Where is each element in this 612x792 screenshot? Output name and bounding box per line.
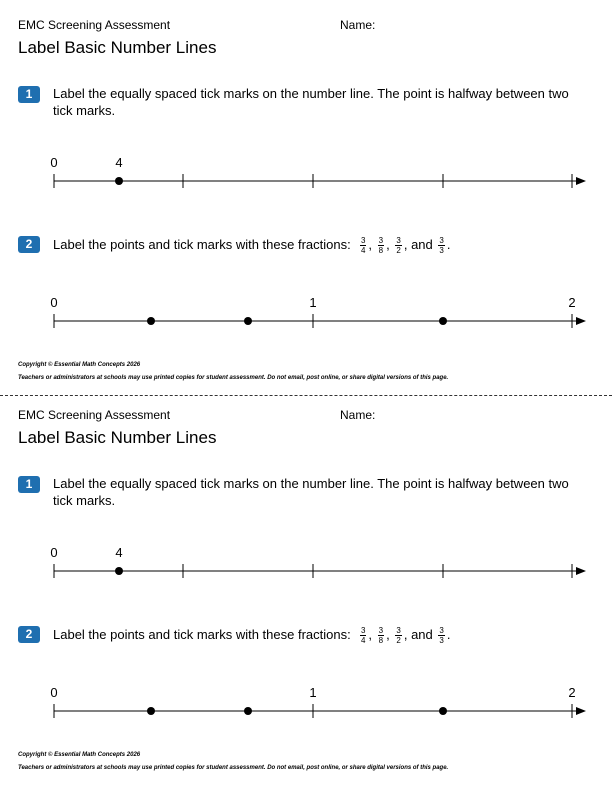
- fraction-3-8: $\frac{3}{8}$: [378, 626, 384, 646]
- number-line-2-label-2: 2: [568, 685, 576, 700]
- number-line-1-label-4: 4: [115, 545, 123, 560]
- number-line-2-point: [147, 317, 155, 325]
- question-1-text: Label the equally spaced tick marks on the number line. The point is halfway between two tick marks.: [53, 476, 569, 508]
- number-line-2-arrow: [576, 707, 586, 715]
- and-word: and: [411, 627, 433, 642]
- question-2-text: Label the points and tick marks with these fractions: $\frac{3}{4}$ , $\frac{3}{8}$ , $\frac{3}{2}$ , and $\frac{3}{3}$ .: [53, 236, 451, 256]
- number-line-1-arrow: [576, 177, 586, 185]
- assessment-page-bottom: [0, 390, 612, 780]
- copyright: Copyright © Essential Math Concepts 2026: [18, 752, 141, 758]
- number-line-2-arrow: [576, 317, 586, 325]
- assessment-page-top: [0, 0, 612, 390]
- assessment-name: EMC Screening Assessment: [18, 408, 171, 422]
- fraction-3-8: $\frac{3}{8}$: [378, 236, 384, 256]
- number-line-2-point: [244, 317, 252, 325]
- question-2-badge: 2: [18, 626, 40, 643]
- fraction-3-3: $\frac{3}{3}$: [439, 626, 444, 646]
- fraction-3-4: $\frac{3}{4}$: [360, 626, 366, 646]
- usage-notice: Teachers or administrators at schools may use printed copies for student assessment. Do not email, post online, or share digital versions of this page.: [18, 375, 449, 381]
- copyright: Copyright © Essential Math Concepts 2026: [18, 362, 141, 368]
- fraction-3-2: $\frac{3}{2}$: [396, 626, 401, 646]
- number-line-1-label-0: 0: [50, 155, 58, 170]
- question-2-prompt: Label the points and tick marks with these fractions:: [53, 627, 351, 642]
- number-line-2: [0, 680, 612, 725]
- number-line-1: [0, 150, 612, 195]
- number-line-2-point: [244, 707, 252, 715]
- fraction-3-2: $\frac{3}{2}$: [396, 236, 401, 256]
- fraction-3-4: $\frac{3}{4}$: [360, 236, 366, 256]
- number-line-1-label-0: 0: [50, 545, 58, 560]
- question-1-text: Label the equally spaced tick marks on the number line. The point is halfway between two tick marks.: [53, 86, 569, 118]
- question-2-prompt: Label the points and tick marks with these fractions:: [53, 237, 351, 252]
- number-line-1-label-4: 4: [115, 155, 123, 170]
- assessment-name: EMC Screening Assessment: [18, 18, 171, 32]
- page-title: Label Basic Number Lines: [18, 428, 217, 447]
- question-1-badge: 1: [18, 476, 40, 493]
- number-line-2-label-0: 0: [50, 685, 58, 700]
- usage-notice: Teachers or administrators at schools may use printed copies for student assessment. Do not email, post online, or share digital versions of this page.: [18, 765, 449, 771]
- number-line-2-label-1: 1: [309, 295, 317, 310]
- number-line-2-label-2: 2: [568, 295, 576, 310]
- number-line-2-point: [147, 707, 155, 715]
- number-line-1-point: [115, 567, 123, 575]
- number-line-2-label-1: 1: [309, 685, 317, 700]
- number-line-2: [0, 290, 612, 335]
- question-1-badge: 1: [18, 86, 40, 103]
- fraction-3-3: $\frac{3}{3}$: [439, 236, 444, 256]
- question-2-text: Label the points and tick marks with these fractions: $\frac{3}{4}$ , $\frac{3}{8}$ , $\frac{3}{2}$ , and $\frac{3}{3}$ .: [53, 626, 451, 646]
- number-line-1: [0, 540, 612, 585]
- page-title: Label Basic Number Lines: [18, 38, 217, 57]
- number-line-1-arrow: [576, 567, 586, 575]
- number-line-2-point: [439, 317, 447, 325]
- number-line-2-label-0: 0: [50, 295, 58, 310]
- number-line-2-point: [439, 707, 447, 715]
- name-label: Name:: [340, 18, 376, 32]
- name-label: Name:: [340, 408, 376, 422]
- question-2-badge: 2: [18, 236, 40, 253]
- and-word: and: [411, 237, 433, 252]
- number-line-1-point: [115, 177, 123, 185]
